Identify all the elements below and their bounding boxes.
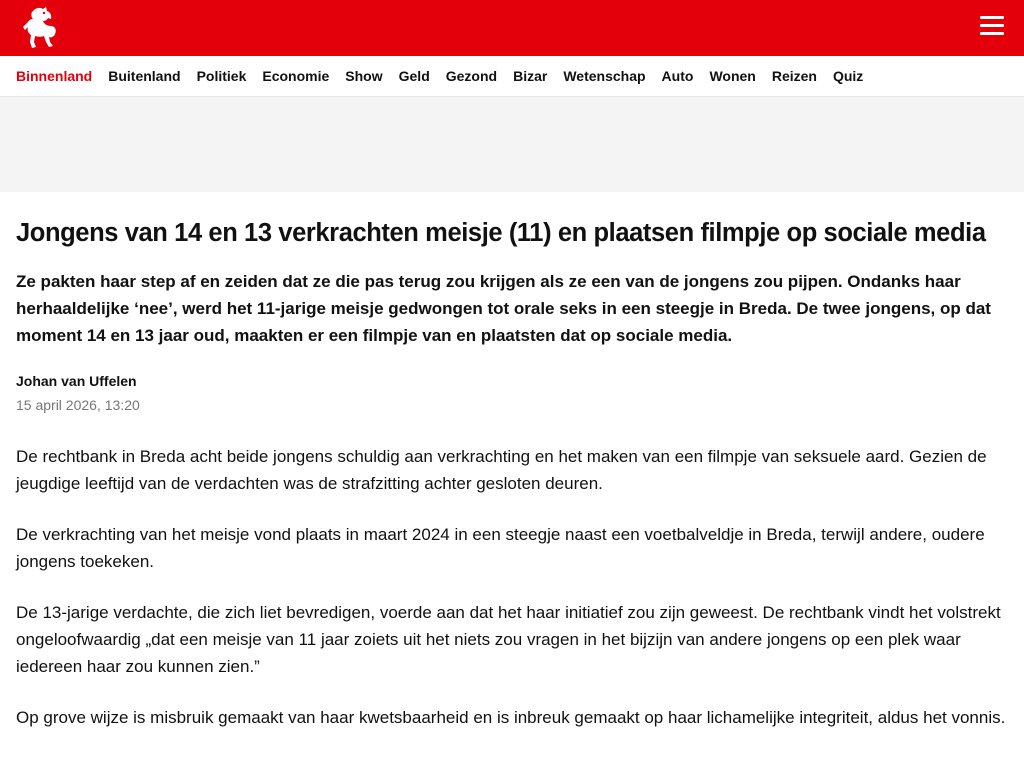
twente-horse-logo-icon[interactable] [20, 6, 60, 50]
top-bar [0, 0, 1024, 56]
nav-item-geld[interactable]: Geld [398, 67, 430, 84]
nav-item-binnenland[interactable]: Binnenland [16, 67, 93, 84]
nav-item-reizen[interactable]: Reizen [771, 67, 817, 84]
article-author[interactable]: Johan van Uffelen [16, 373, 137, 389]
nav-item-economie[interactable]: Economie [262, 67, 330, 84]
nav-item-show[interactable]: Show [345, 67, 383, 84]
article-paragraph: De 13-jarige verdachte, die zich liet bevredigen, voerde aan dat het haar initiatief zou zijn geweest. De rechtbank vindt het volstrekt ongeloofwaardig „dat een meisje van 11 jaar zoiets uit het niets zou vragen in het bijzijn van andere jongens op een plek waar iedereen haar zou kunnen zien.” [16, 603, 1001, 676]
ad-banner-placeholder [0, 97, 1024, 192]
nav-item-auto[interactable]: Auto [661, 67, 694, 84]
nav-item-wonen[interactable]: Wonen [709, 67, 756, 84]
nav-item-gezond[interactable]: Gezond [445, 67, 498, 84]
article-headline: Jongens van 14 en 13 verkrachten meisje (11) en plaatsen filmpje op sociale media [16, 219, 986, 247]
article-paragraph: Op grove wijze is misbruik gemaakt van haar kwetsbaarheid en is inbreuk gemaakt op haar lichamelijke integriteit, aldus het vonnis. [16, 708, 1006, 727]
article-body [16, 443, 1008, 731]
article-intro: Ze pakten haar step af en zeiden dat ze die pas terug zou krijgen als ze een van de jongens zou pijpen. Ondanks haar herhaaldelijke ‘nee’, werd het 11-jarige meisje gedwongen tot orale seks in een steegje in Breda. De twee jongens, op dat moment 14 en 13 jaar oud, maakten er een filmpje van en plaatsten dat op sociale media. [16, 272, 991, 345]
nav-item-bizar[interactable]: Bizar [513, 67, 548, 84]
nav-item-quiz[interactable]: Quiz [832, 67, 864, 84]
hamburger-menu-icon[interactable] [980, 16, 1004, 36]
nav-item-buitenland[interactable]: Buitenland [108, 67, 181, 84]
article-paragraph: De rechtbank in Breda acht beide jongens schuldig aan verkrachting en het maken van een filmpje van seksuele aard. Gezien de jeugdige leeftijd van de verdachten was de strafzitting achter gesloten deuren. [16, 447, 987, 493]
article [0, 218, 1024, 731]
nav-item-wetenschap[interactable]: Wetenschap [563, 67, 646, 84]
article-paragraph: De verkrachting van het meisje vond plaats in maart 2024 in een steegje naast een voetbalveldje in Breda, terwijl andere, oudere jongens toekeken. [16, 525, 985, 571]
category-nav [0, 56, 1024, 97]
article-date: 15 april 2026, 13:20 [16, 397, 140, 413]
nav-item-politiek[interactable]: Politiek [196, 67, 247, 84]
